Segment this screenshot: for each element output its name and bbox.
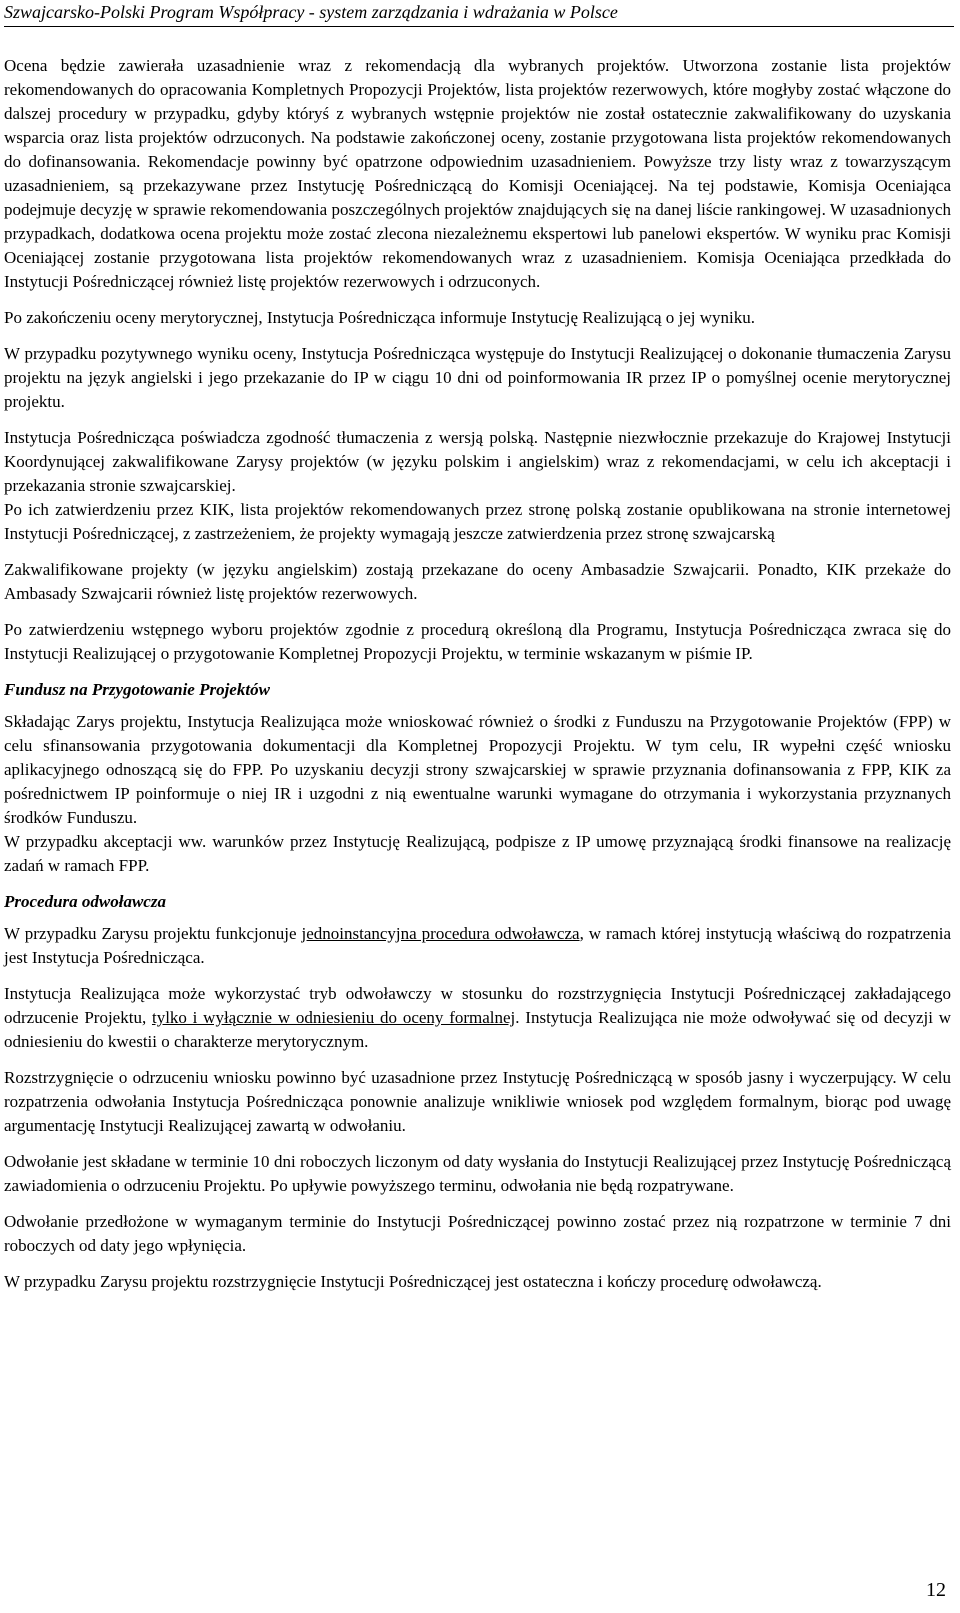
- text-run: Instytucja Realizująca może wykorzystać tryb odwoławczy w stosunku do rozstrzygnięcia Instytucji Pośredniczącej zakładającego odrzucenie Projektu,: [4, 984, 951, 1027]
- underlined-text: tylko i wyłącznie w odniesieniu do oceny formalnej: [151, 1008, 516, 1027]
- section-heading-text: Fundusz na Przygotowanie Projektów: [4, 680, 270, 699]
- document-body: [4, 54, 951, 1306]
- header-divider: [4, 26, 954, 27]
- paragraph: Odwołanie jest składane w terminie 10 dni roboczych liczonym od daty wysłania do Instytucji Realizującej przez Instytucję Pośredniczącą zawiadomienia o odrzuceniu Projektu. Po upływie powyższego terminu, odwołania nie będą rozpatrywane.: [4, 1152, 951, 1195]
- paragraph: Odwołanie przedłożone w wymaganym terminie do Instytucji Pośredniczącej powinno zostać przez nią rozpatrzone w terminie 7 dni roboczych od daty jego wpłynięcia.: [4, 1212, 951, 1255]
- running-header: Szwajcarsko-Polski Program Współpracy - system zarządzania i wdrażania w Polsce: [4, 2, 618, 22]
- paragraph: Zakwalifikowane projekty (w języku angielskim) zostają przekazane do oceny Ambasadzie Szwajcarii. Ponadto, KIK przekaże do Ambasady Szwajcarii również listę projektów rezerwowych.: [4, 560, 951, 603]
- paragraph: Składając Zarys projektu, Instytucja Realizująca może wnioskować również o środki z Funduszu na Przygotowanie Projektów (FPP) w celu sfinansowania przygotowania dokumentacji dla Kompletnej Propozycji Projektu. W tym celu, IR wypełni część wniosku aplikacyjnego odnoszącą się do FPP. Po uzyskaniu decyzji strony szwajcarskiej w sprawie przyznania dofinansowania z FPP, KIK za pośrednictwem IP poinformuje o niej IR i uzgodni z nią ewentualne warunki wymagane do otrzymania i wykorzystania przyznanych środków Funduszu.: [4, 712, 951, 827]
- paragraph: [4, 922, 951, 970]
- paragraph: Instytucja Pośrednicząca poświadcza zgodność tłumaczenia z wersją polską. Następnie niezwłocznie przekazuje do Krajowej Instytucji Koordynującej zakwalifikowane Zarysy projektów (w języku polskim i angielskim) wraz z rekomendacjami, w celu ich akceptacji i przekazania stronie szwajcarskiej.: [4, 428, 951, 495]
- text-run: , w ramach której instytucją właściwą do rozpatrzenia jest Instytucja Pośrednicząca.: [4, 924, 951, 967]
- text-run: W przypadku Zarysu projektu funkcjonuje: [4, 924, 302, 943]
- paragraph: W przypadku akceptacji ww. warunków przez Instytucję Realizującą, podpisze z IP umowę przyznającą środki finansowe na realizację zadań w ramach FPP.: [4, 832, 951, 875]
- text-run: . Instytucja Realizująca nie może odwoływać się od decyzji w odniesieniu do kwestii o charakterze merytorycznym.: [4, 1008, 951, 1051]
- paragraph: [4, 982, 951, 1054]
- paragraph: W przypadku pozytywnego wyniku oceny, Instytucja Pośrednicząca występuje do Instytucji Realizującej o dokonanie tłumaczenia Zarysu projektu na język angielski i jego przekazanie do IP w ciągu 10 dni od poinformowania IR przez IP o pomyślnej ocenie merytorycznej projektu.: [4, 344, 951, 411]
- paragraph: Ocena będzie zawierała uzasadnienie wraz z rekomendacją dla wybranych projektów. Utworzona zostanie lista projektów rekomendowanych do opracowania Kompletnych Propozycji Projektów, lista projektów rezerwowych, które mogłyby zostać włączone do dalszej procedury w przypadku, gdyby któryś z wybranych wstępnie projektów nie został ostatecznie zakwalifikowany do uzyskania wsparcia oraz lista projektów odrzuconych. Na podstawie zakończonej oceny, zostanie przygotowana lista projektów rekomendowanych do dofinansowania. Rekomendacje powinny być opatrzone odpowiednim uzasadnieniem. Powyższe trzy listy wraz z towarzyszącym uzasadnieniem, są przekazywane przez Instytucję Pośredniczącą do Komisji Oceniającej. Na tej podstawie, Komisja Oceniająca podejmuje decyzję w sprawie rekomendowania poszczególnych projektów znajdujących się na danej liście rankingowej. W uzasadnionych przypadkach, dodatkowa ocena projektu może zostać zlecona niezależnemu ekspertowi lub panelowi ekspertów. W wyniku prac Komisji Oceniającej zostanie przygotowana lista projektów rekomendowanych wraz z uzasadnieniem. Komisja Oceniająca przedkłada do Instytucji Pośredniczącej również listę projektów rezerwowych i odrzuconych.: [4, 56, 951, 291]
- paragraph: W przypadku Zarysu projektu rozstrzygnięcie Instytucji Pośredniczącej jest ostateczna i kończy procedurę odwoławczą.: [4, 1272, 822, 1291]
- paragraph: Po zakończeniu oceny merytorycznej, Instytucja Pośrednicząca informuje Instytucję Realizującą o jej wyniku.: [4, 308, 756, 327]
- page-number: 12: [926, 1579, 946, 1601]
- underlined-text: jednoinstancyjna procedura odwoławcza: [301, 924, 580, 943]
- section-heading-appeal: [4, 890, 951, 914]
- paragraph: Rozstrzygnięcie o odrzuceniu wniosku powinno być uzasadnione przez Instytucję Pośredniczącą w sposób jasny i wyczerpujący. W celu rozpatrzenia odwołania Instytucja Pośrednicząca ponownie analizuje wnikliwie wniosek pod względem formalnym, biorąc pod uwagę argumentację Instytucji Realizującej zawartą w odwołaniu.: [4, 1068, 951, 1135]
- section-heading-text: Procedura odwoławcza: [4, 892, 166, 911]
- section-heading-fpp: [4, 678, 951, 702]
- paragraph: Po zatwierdzeniu wstępnego wyboru projektów zgodnie z procedurą określoną dla Programu, Instytucja Pośrednicząca zwraca się do Instytucji Realizującej o przygotowanie Kompletnej Propozycji Projektu, w terminie wskazanym w piśmie IP.: [4, 620, 951, 663]
- paragraph: Po ich zatwierdzeniu przez KIK, lista projektów rekomendowanych przez stronę polską zostanie opublikowana na stronie internetowej Instytucji Pośredniczącej, z zastrzeżeniem, że projekty wymagają jeszcze zatwierdzenia przez stronę szwajcarską: [4, 500, 951, 543]
